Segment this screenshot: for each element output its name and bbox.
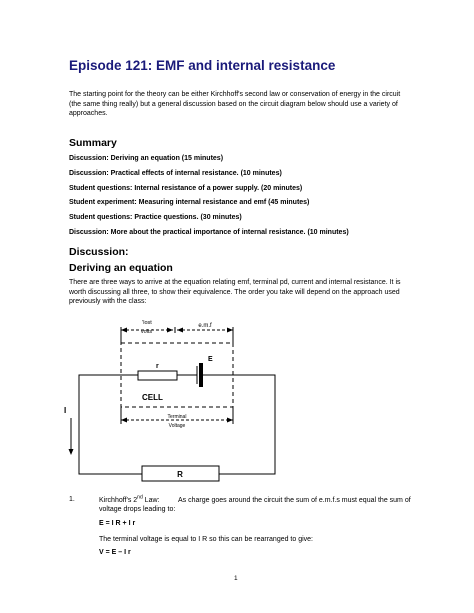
rearrange-note: The terminal voltage is equal to I R so this can be rearranged to give: <box>99 536 314 543</box>
summary-item: Discussion: Deriving an equation (15 minutes) <box>69 155 224 162</box>
page-number: 1 <box>234 575 238 582</box>
summary-item: Student experiment: Measuring internal resistance and emf (45 minutes) <box>69 199 310 206</box>
discussion-heading: Discussion: <box>69 246 129 258</box>
internal-resistor-r <box>138 371 177 380</box>
emf-label: e.m.f <box>198 323 212 329</box>
cell-label: CELL <box>142 393 163 402</box>
page-title: Episode 121: EMF and internal resistance <box>69 58 336 73</box>
list-item-text <box>99 496 417 515</box>
battery-plate-short <box>199 363 203 387</box>
intro-paragraph: The starting point for the theory can be either Kirchhoff's second law or conservation of energy in the circuit (the same thing really) but a general discussion based on the circuit diagram below should use a variety of approaches. <box>69 91 401 118</box>
emf-E-label: E <box>208 356 213 363</box>
discussion-subheading: Deriving an equation <box>69 262 173 274</box>
internal-r-label: r <box>156 363 159 370</box>
summary-item: Discussion: More about the practical importance of internal resistance. (10 minutes) <box>69 229 349 236</box>
circuit-wire-right <box>219 375 275 474</box>
terminal-voltage-label: Terminal <box>167 414 187 420</box>
circuit-wire-left <box>79 375 142 474</box>
resistor-R-label: R <box>177 470 183 479</box>
current-label: I <box>64 406 67 415</box>
kirchhoff-law-label: Kirchhoff's 2nd Law: <box>99 494 160 504</box>
summary-item: Student questions: Internal resistance of a power supply. (20 minutes) <box>69 185 303 192</box>
summary-item: Student questions: Practice questions. (30 minutes) <box>69 214 242 221</box>
list-number: 1. <box>69 496 75 503</box>
summary-heading: Summary <box>69 137 117 149</box>
equation-2: V = E – I r <box>99 549 131 556</box>
discussion-paragraph: There are three ways to arrive at the equation relating emf, terminal pd, current and internal resistance. It is worth discussing all three, to show their equivalence. The order you take will depend on the approach used previously with the class: <box>69 279 401 306</box>
lost-volts-label: 'lost <box>142 320 152 326</box>
terminal-voltage-label: Voltage <box>168 423 186 429</box>
equation-1: E = I R + I r <box>99 520 136 527</box>
lost-volts-label: volts' <box>140 329 154 335</box>
summary-item: Discussion: Practical effects of internal resistance. (10 minutes) <box>69 170 282 177</box>
list-explanation: As charge goes around the circuit the sum of e.m.f.s must equal the sum of voltage drops leading to: <box>99 497 411 514</box>
